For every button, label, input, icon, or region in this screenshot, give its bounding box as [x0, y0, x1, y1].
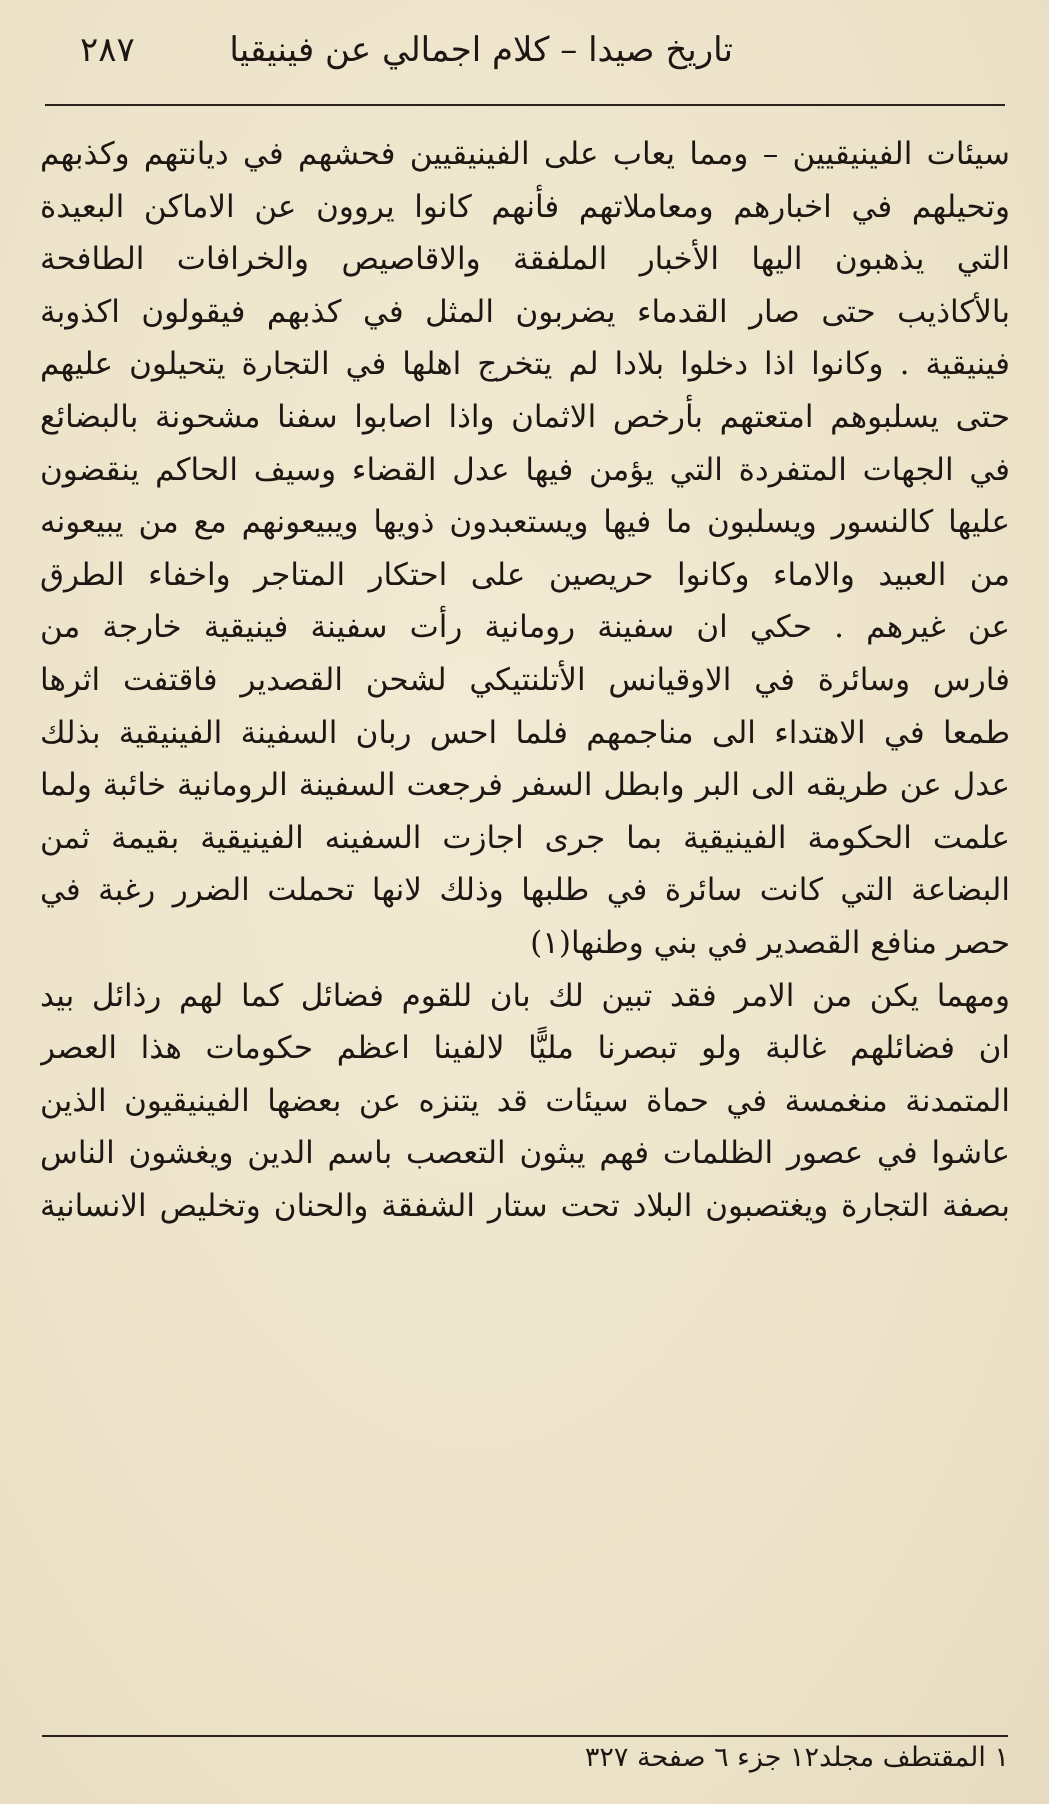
text-line: سيئات الفينيقيين – ومما يعاب على الفينيقيين فحشهم في ديانتهم وكذبهم: [40, 136, 1010, 172]
text-line: ان فضائلهم غالبة ولو تبصرنا مليًّا لالفينا اعظم حكومات هذا العصر: [40, 1030, 1010, 1067]
page-number: ٢٨٧: [80, 30, 135, 70]
text-line: وتحيلهم في اخبارهم ومعاملاتهم فأنهم كانوا يروون عن الاماكن البعيدة: [40, 188, 1010, 225]
text-line: بصفة التجارة ويغتصبون البلاد تحت ستار الشفقة والحنان وتخليص الانسانية: [40, 1187, 1010, 1224]
text-line: المتمدنة منغمسة في حماة سيئات قد يتنزه عن بعضها الفينيقيون الذين: [40, 1082, 1010, 1119]
running-title: تاريخ صيدا – كلام اجمالي عن فينيقيا: [229, 30, 733, 70]
text-line: علمت الحكومة الفينيقية بما جرى اجازت السفينه الفينيقية بقيمة ثمن: [40, 819, 1010, 856]
text-line: حصر منافع القصدير في بني وطنها(١): [530, 924, 1010, 961]
text-line: في الجهات المتفردة التي يؤمن فيها عدل القضاء وسيف الحاكم ينقضون: [40, 451, 1010, 488]
body-text: [40, 128, 1010, 1232]
text-line: فارس وسائرة في الاوقيانس الأتلنتيكي لشحن القصدير فاقتفت اثرها: [40, 661, 1010, 698]
text-line: ومهما يكن من الامر فقد تبين لك بان للقوم فضائل كما لهم رذائل بيد: [40, 977, 1010, 1014]
text-line: التي يذهبون اليها الأخبار الملفقة والاقاصيص والخرافات الطافحة: [40, 241, 1010, 278]
header-divider: [45, 104, 1005, 106]
footnote: ١ المقتطف مجلد١٢ جزء ٦ صفحة ٣٢٧: [584, 1742, 1009, 1773]
text-line: فينيقية . وكانوا اذا دخلوا بلادا لم يتخرج اهلها في التجارة يتحيلون عليهم: [40, 346, 1010, 383]
text-line: عاشوا في عصور الظلمات فهم يبثون التعصب باسم الدين ويغشون الناس: [40, 1135, 1010, 1172]
text-line: عن غيرهم . حكي ان سفينة رومانية رأت سفينة فينيقية خارجة من: [40, 609, 1010, 646]
text-line: حتى يسلبوهم امتعتهم بأرخص الاثمان واذا اصابوا سفنا مشحونة بالبضائع: [40, 398, 1010, 435]
text-line: من العبيد والاماء وكانوا حريصين على احتكار المتاجر واخفاء الطرق: [40, 556, 1010, 593]
text-line: البضاعة التي كانت سائرة في طلبها وذلك لانها تحملت الضرر رغبة في: [40, 872, 1010, 909]
text-line: بالأكاذيب حتى صار القدماء يضربون المثل في كذبهم فيقولون اكذوبة: [40, 293, 1010, 330]
running-header: [40, 22, 1008, 82]
footnote-divider: [42, 1735, 1008, 1737]
text-line: عدل عن طريقه الى البر وابطل السفر فرجعت السفينة الرومانية خائبة ولما: [40, 767, 1010, 804]
text-line: طمعا في الاهتداء الى مناجمهم فلما احس ربان السفينة الفينيقية بذلك: [40, 714, 1010, 751]
text-line: عليها كالنسور ويسلبون ما فيها ويستعبدون ذويها ويبيعونهم مع من يبيعونه: [40, 504, 1010, 541]
